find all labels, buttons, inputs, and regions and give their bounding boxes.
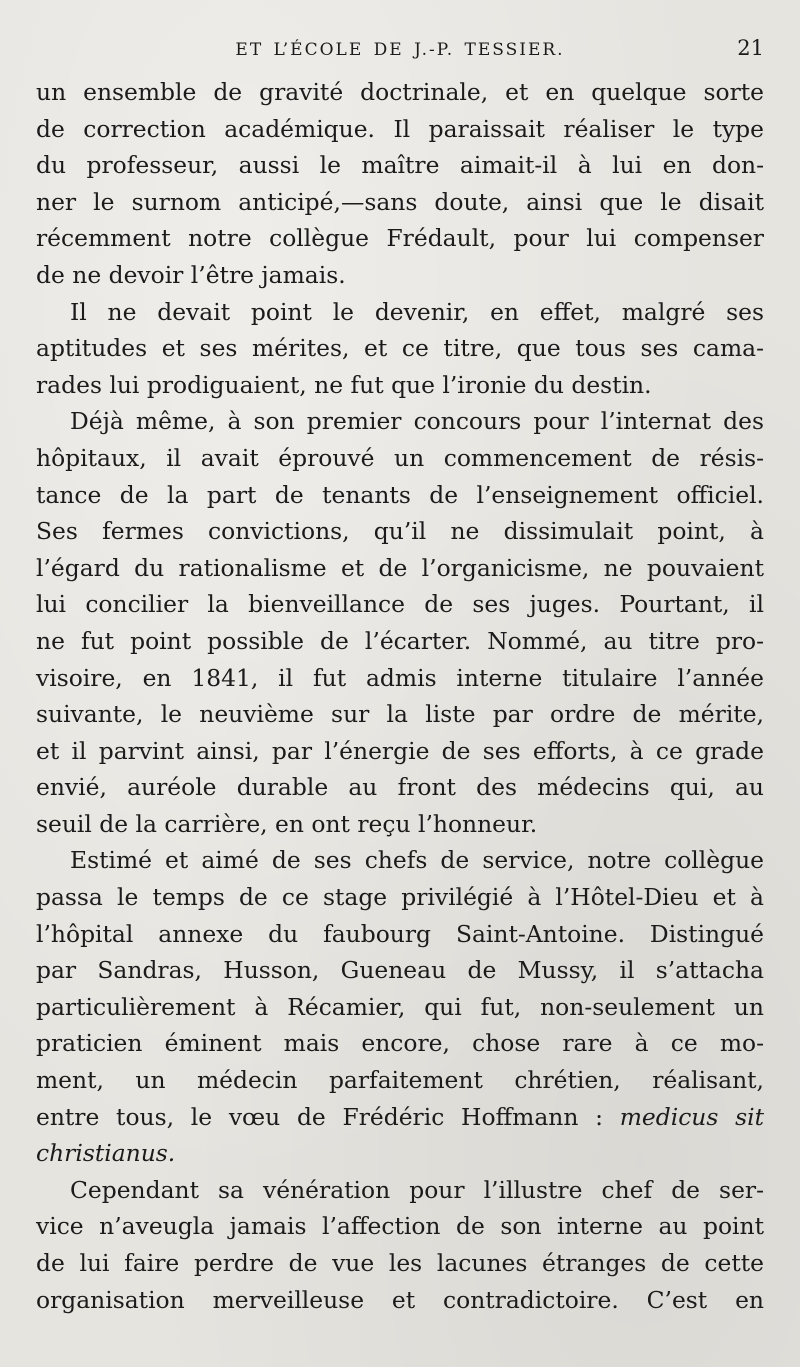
text-line: christianus. (36, 1139, 176, 1168)
text-line: de lui faire perdre de vue les lacunes étranges de cette (36, 1249, 764, 1277)
text-line-with-italic (36, 1099, 764, 1136)
text-line: ner le surnom anticipé,—sans doute, ainsi que le disait (36, 187, 764, 216)
page-number: 21 (737, 36, 764, 60)
text-line: ne fut point possible de l’écarter. Nommé, au titre pro- (36, 626, 764, 655)
text-line: récemment notre collègue Frédault, pour lui compenser (36, 224, 764, 253)
text-line: praticien éminent mais encore, chose rare à ce mo- (36, 1029, 764, 1058)
text-line: par Sandras, Husson, Gueneau de Mussy, il s’attacha (36, 956, 764, 985)
text-line: l’hôpital annexe du faubourg Saint-Antoine. Distingué (36, 919, 764, 948)
text-line: Cependant sa vénération pour l’illustre chef de ser- (70, 1175, 764, 1204)
text-line: tance de la part de tenants de l’enseignement officiel. (36, 480, 764, 509)
page-header (36, 34, 764, 68)
text-line: Il ne devait point le devenir, en effet, malgré ses (70, 297, 764, 326)
text-line: un ensemble de gravité doctrinale, et en quelque sorte (36, 78, 764, 106)
text-line: de correction académique. Il paraissait réaliser le type (36, 114, 764, 143)
text-line: l’égard du rationalisme et de l’organicisme, ne pouvaient (36, 553, 764, 582)
running-title: ET L’ÉCOLE DE J.-P. TESSIER. (235, 40, 565, 60)
text-line: suivante, le neuvième sur la liste par ordre de mérite, (36, 700, 764, 729)
text-line: lui concilier la bienveillance de ses juges. Pourtant, il (36, 590, 764, 619)
text-line: seuil de la carrière, en ont reçu l’honneur. (36, 809, 538, 838)
text-line: visoire, en 1841, il fut admis interne titulaire l’année (36, 663, 764, 692)
text-line: Déjà même, à son premier concours pour l’internat des (70, 407, 764, 436)
body-text (36, 74, 764, 1318)
text-line: de ne devoir l’être jamais. (36, 260, 346, 289)
text-line: rades lui prodiguaient, ne fut que l’ironie du destin. (36, 370, 652, 399)
italic-latin-phrase: medicus sit (619, 1102, 764, 1131)
text-line: vice n’aveugla jamais l’affection de son interne au point (36, 1212, 764, 1241)
text-line: aptitudes et ses mérites, et ce titre, que tous ses cama- (36, 334, 764, 363)
text-fragment: entre tous, le vœu de Frédéric Hoffmann : (36, 1102, 620, 1131)
text-line: envié, auréole durable au front des médecins qui, au (36, 773, 764, 802)
text-line: passa le temps de ce stage privilégié à l’Hôtel-Dieu et à (36, 883, 764, 912)
text-line: et il parvint ainsi, par l’énergie de ses efforts, à ce grade (36, 736, 764, 765)
text-line: Estimé et aimé de ses chefs de service, notre collègue (70, 846, 764, 875)
text-line: du professeur, aussi le maître aimait-il à lui en don- (36, 151, 764, 180)
text-line: ment, un médecin parfaitement chrétien, réalisant, (36, 1066, 764, 1095)
text-line: Ses fermes convictions, qu’il ne dissimulait point, à (36, 517, 764, 546)
text-line: particulièrement à Récamier, qui fut, non-seulement un (36, 992, 764, 1021)
text-line: hôpitaux, il avait éprouvé un commencement de résis- (36, 443, 764, 472)
text-line: organisation merveilleuse et contradictoire. C’est en (36, 1285, 764, 1314)
